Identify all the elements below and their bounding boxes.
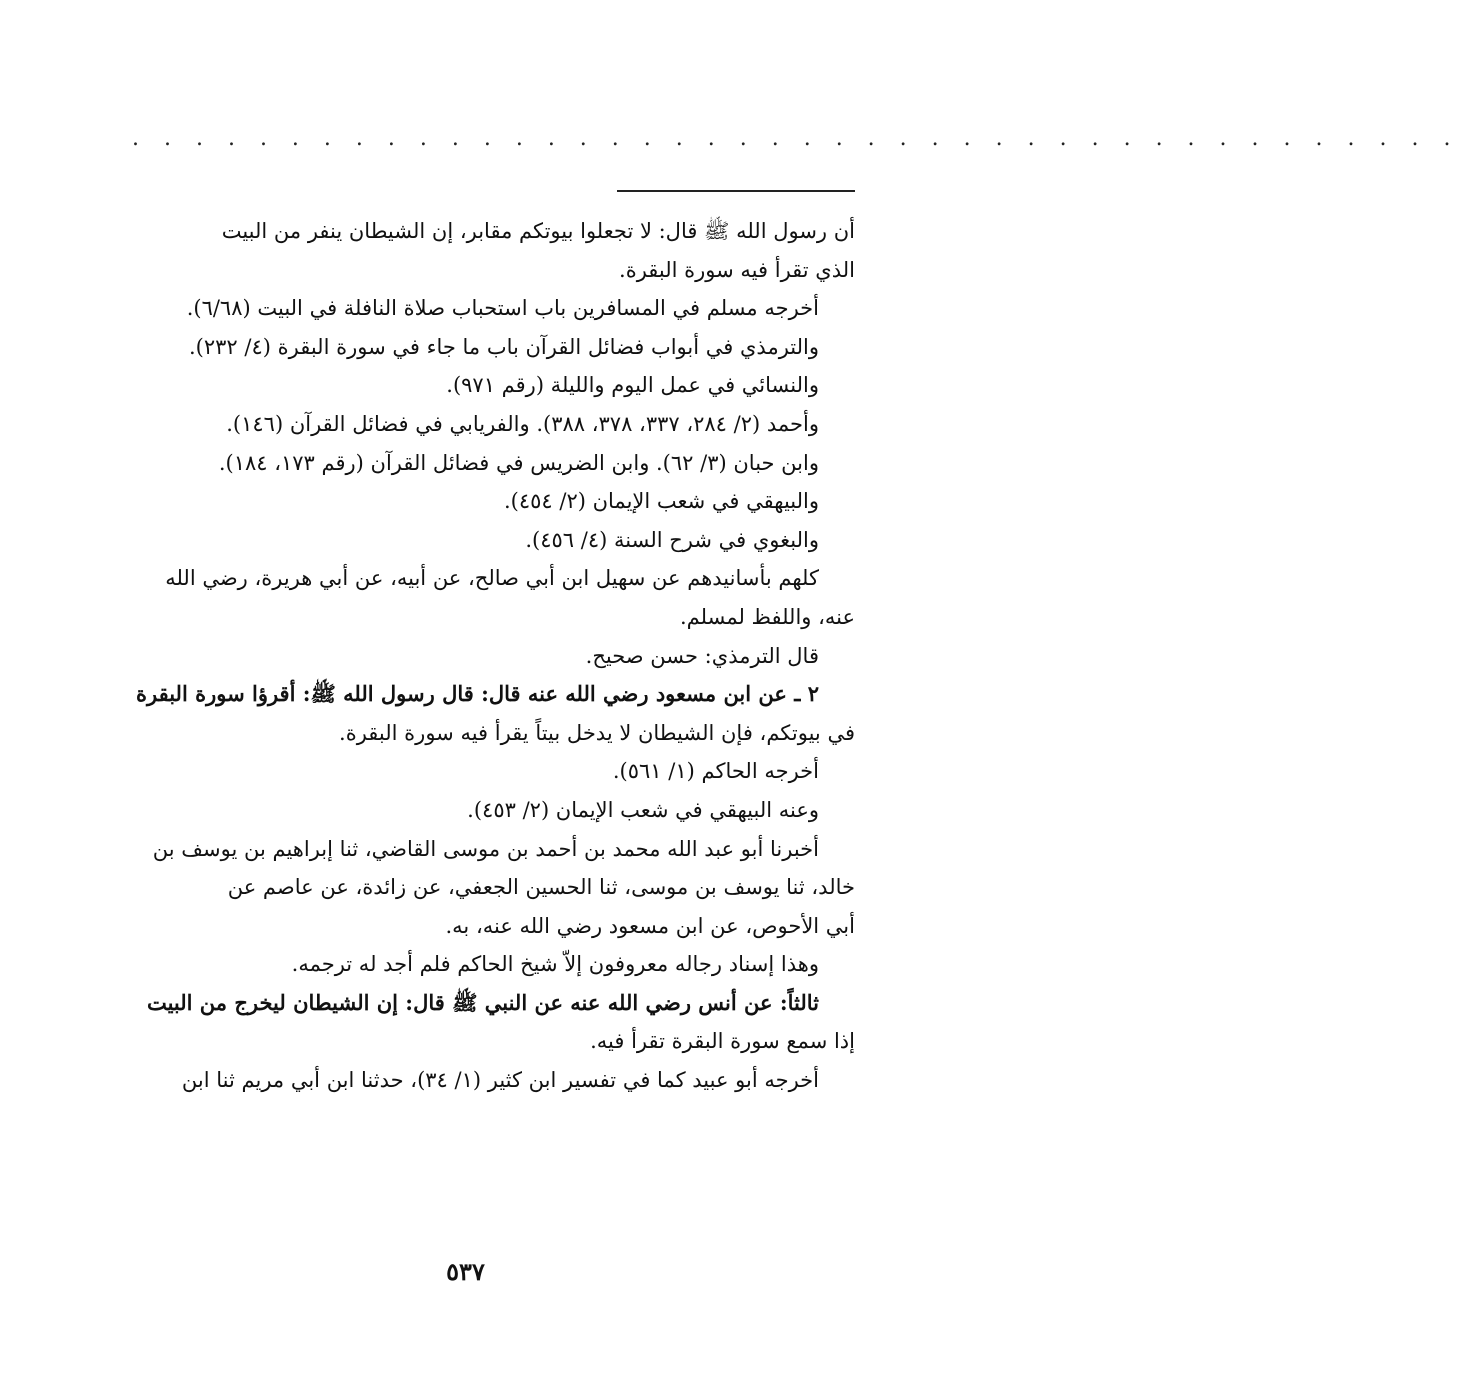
text-line: وابن حبان (٣/ ٦٢). وابن الضريس في فضائل القرآن (رقم ١٧٣، ١٨٤). [218,450,819,475]
text-line: أبي الأحوص، عن ابن مسعود رضي الله عنه، به. [445,913,855,938]
text-line: أخرجه أبو عبيد كما في تفسير ابن كثير (١/ ٣٤)، حدثنا ابن أبي مريم ثنا ابن [181,1068,819,1093]
text-line: قال الترمذي: حسن صحيح. [585,643,819,668]
text-line: والنسائي في عمل اليوم والليلة (رقم ٩٧١). [446,373,819,398]
text-line: والترمذي في أبواب فضائل القرآن باب ما جاء في سورة البقرة (٤/ ٢٣٢). [189,334,819,359]
text-line: إذا سمع سورة البقرة تقرأ فيه. [590,1029,855,1054]
text-line: الذي تقرأ فيه سورة البقرة. [619,257,855,282]
hadith-heading-line: ثالثاً: عن أنس رضي الله عنه عن النبي ﷺ قال: إن الشيطان ليخرج من البيت [146,989,819,1015]
text-line: أن رسول الله ﷺ قال: لا تجعلوا بيوتكم مقابر، إن الشيطان ينفر من البيت [221,219,855,243]
text-line: أخرجه الحاكم (١/ ٥٦١). [612,759,819,784]
text-line: عنه، واللفظ لمسلم. [679,604,855,629]
text-line: أخرجه مسلم في المسافرين باب استحباب صلاة النافلة في البيت (٦/٦٨). [186,296,819,321]
text-line: أخبرنا أبو عبد الله محمد بن أحمد بن موسى القاضي، ثنا إبراهيم بن يوسف بن [152,836,819,861]
text-line: وأحمد (٢/ ٢٨٤، ٣٣٧، ٣٧٨، ٣٨٨). والفريابي في فضائل القرآن (١٤٦). [226,411,819,436]
text-line: وعنه البيهقي في شعب الإيمان (٢/ ٤٥٣). [467,797,819,822]
page-number: ٥٣٧ [446,1257,485,1286]
text-line: خالد، ثنا يوسف بن موسى، ثنا الحسين الجعفي، عن زائدة، عن عاصم عن [227,875,855,900]
text-line: والبغوي في شرح السنة (٤/ ٤٥٦). [525,527,819,552]
text-line: كلهم بأسانيدهم عن سهيل ابن أبي صالح، عن أبيه، عن أبي هريرة، رضي الله [165,566,819,591]
hadith-heading-line: ٢ ـ عن ابن مسعود رضي الله عنه قال: قال رسول الله ﷺ: أقرؤا سورة البقرة [136,681,819,707]
text-line: في بيوتكم، فإن الشيطان لا يدخل بيتاً يقرأ فيه سورة البقرة. [339,720,855,745]
text-line: وهذا إسناد رجاله معروفون إلاّ شيخ الحاكم فلم أجد له ترجمه. [291,952,819,977]
separator-dots: . . . . . . . . . . . . . . . . . . . . . . . . . . . . . . . . . . . . . . . . . . [132,126,1459,151]
footnote-rule [617,190,855,192]
text-line: والبيهقي في شعب الإيمان (٢/ ٤٥٤). [503,489,819,514]
page-body [128,212,855,1100]
